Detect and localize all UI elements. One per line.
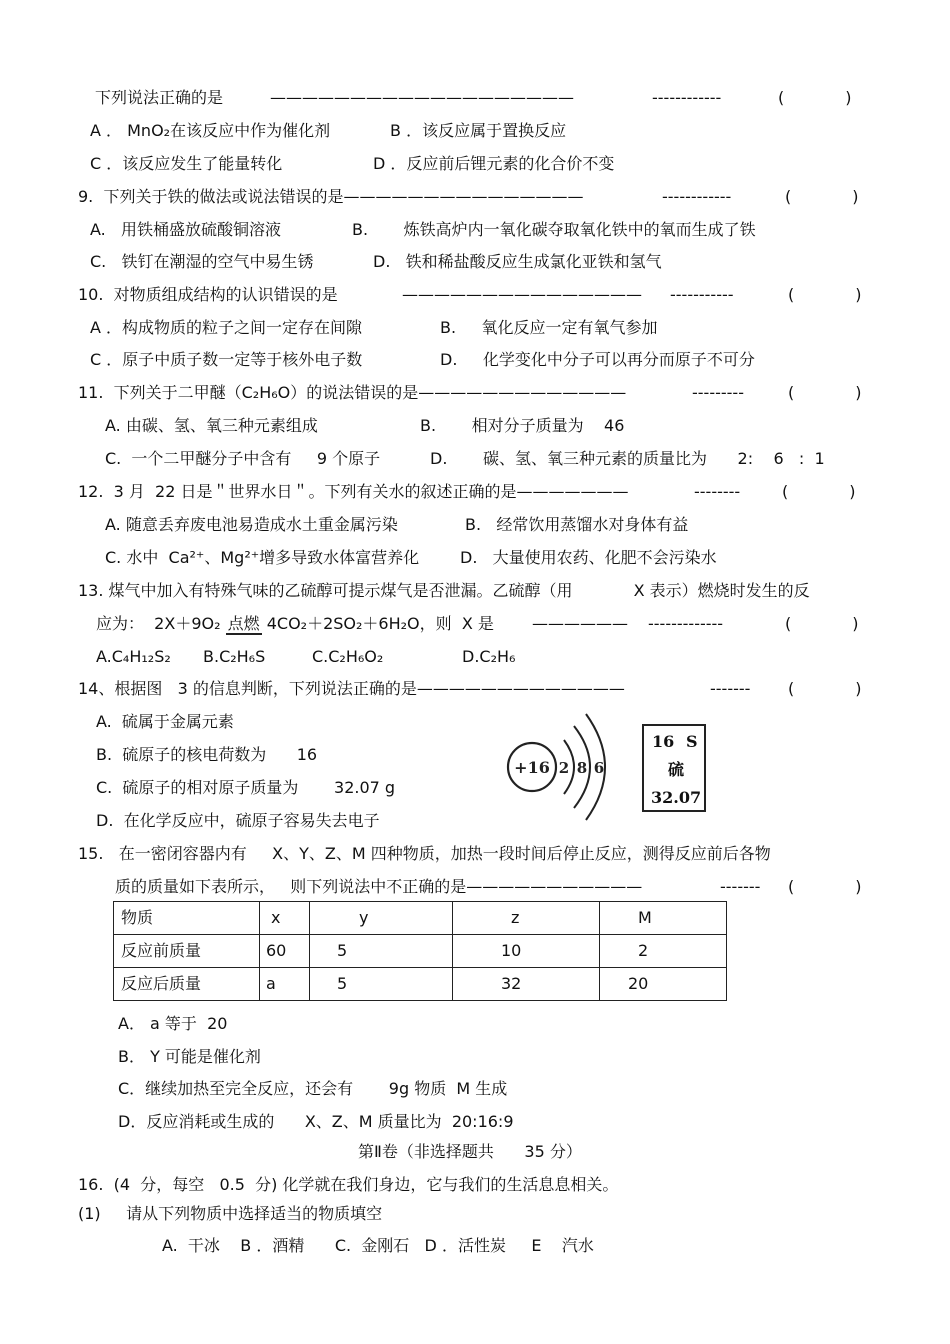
q8-option-a: A ． MnO₂在该反应中作为催化剂 [90, 121, 331, 140]
q11-option-c: C. 一个二甲醚分子中含有 9 个原子 [105, 449, 381, 468]
q14-option-d: D. 在化学反应中，硫原子容易失去电子 [96, 811, 380, 830]
q16-stem: 16. (4 分，每空 0.5 分) 化学就在我们身边，它与我们的生活息息相关。 [78, 1175, 619, 1194]
element-name: 硫 [668, 760, 685, 779]
cell-before-y: 5 [337, 941, 348, 960]
header-x: x [271, 908, 281, 927]
header-z: z [511, 908, 520, 927]
q14-stem: 14、根据图 3 的信息判断，下列说法正确的是————————————— [78, 679, 625, 698]
q15-answer-paren: ( ) [788, 877, 862, 896]
q14-option-c: C. 硫原子的相对原子质量为 32.07 g [96, 778, 396, 797]
cell-after-y: 5 [337, 974, 348, 993]
q13-option-a: A.C₄H₁₂S₂ [96, 647, 171, 666]
q15-stem: 15. 在一密闭容器内有 X、Y、Z、M 四种物质，加热一段时间后停止反应，测得反应前后各物 [78, 844, 771, 863]
q12-stem: 12. 3 月 22 日是＂世界水日＂。下列有关水的叙述正确的是——————— [78, 482, 629, 501]
q14-option-b: B. 硫原子的核电荷数为 16 [96, 745, 318, 764]
q8-answer-line: ——————————————————— [270, 88, 574, 107]
q8-option-c: C ．该反应发生了能量转化 [90, 154, 283, 173]
q12-option-d: D. 大量使用农药、化肥不会污染水 [460, 548, 717, 567]
part2-title: 第Ⅱ卷（非选择题共 35 分） [358, 1142, 582, 1161]
header-y: y [359, 908, 369, 927]
q9-dash-marker: ------------ [662, 187, 732, 206]
q16-substance-options: A. 干冰 B ．酒精 C. 金刚石 D ．活性炭 E 汽水 [162, 1236, 594, 1255]
q10-answer-line: ——————————————— [402, 285, 642, 304]
q16-subquestion-1: (1) 请从下列物质中选择适当的物质填空 [78, 1204, 383, 1223]
q13-answer-line: —————— [532, 614, 628, 633]
q9-option-b: B. 炼铁高炉内一氧化碳夺取氧化铁中的氧而生成了铁 [352, 220, 756, 239]
shell-3-electrons: 6 [593, 759, 605, 777]
q11-option-b: B. 相对分子质量为 46 [420, 416, 625, 435]
q15-option-c: C．继续加热至完全反应，还会有 9g 物质 M 生成 [118, 1079, 508, 1098]
q12-option-b: B. 经常饮用蒸馏水对身体有益 [465, 515, 689, 534]
q13-stem: 13. 煤气中加入有特殊气味的乙硫醇可提示煤气是否泄漏。乙硫醇（用 X 表示）燃烧时发生的反 [78, 581, 810, 600]
q15-option-d: D．反应消耗或生成的 X、Z、M 质量比为 20:16:9 [118, 1112, 514, 1131]
cell-after-m: 20 [628, 974, 649, 993]
q8-option-b: B ．该反应属于置换反应 [390, 121, 567, 140]
q13-option-d: D.C₂H₆ [462, 647, 516, 666]
q8-answer-paren: ( ) [778, 88, 852, 107]
q12-option-c: C. 水中 Ca²⁺、Mg²⁺增多导致水体富营养化 [105, 548, 420, 567]
q8-option-d: D ．反应前后锂元素的化合价不变 [373, 154, 615, 173]
q9-option-a: A. 用铁桶盛放硫酸铜溶液 [90, 220, 282, 239]
row-label-before: 反应前质量 [121, 941, 202, 960]
q12-dash-marker: -------- [694, 482, 741, 501]
q9-option-c: C. 铁钉在潮湿的空气中易生锈 [90, 252, 314, 271]
atomic-number: 16 [652, 732, 675, 751]
shell-2-electrons: 8 [576, 759, 588, 777]
q11-option-a: A. 由碳、氢、氧三种元素组成 [105, 416, 318, 435]
q15-option-a: A． a 等于 20 [118, 1014, 228, 1033]
q9-option-d: D. 铁和稀盐酸反应生成氯化亚铁和氢气 [373, 252, 662, 271]
q13-dash-marker: ------------- [648, 614, 724, 633]
q9-stem: 9. 下列关于铁的做法或说法错误的是——————————————— [78, 187, 584, 206]
q12-option-a: A. 随意丢弃废电池易造成水土重金属污染 [105, 515, 398, 534]
shell-1-electrons: 2 [558, 759, 570, 777]
cell-before-x: 60 [266, 941, 287, 960]
header-m: M [638, 908, 652, 927]
q10-answer-paren: ( ) [788, 285, 862, 304]
cell-after-x: a [266, 974, 276, 993]
cell-before-m: 2 [638, 941, 649, 960]
q8-dash-marker: ------------ [652, 88, 722, 107]
q10-option-a: A ．构成物质的粒子之间一定存在间隙 [90, 318, 363, 337]
row-label-after: 反应后质量 [121, 974, 202, 993]
q10-option-d: D. 化学变化中分子可以再分而原子不可分 [440, 350, 755, 369]
atomic-mass: 32.07 [651, 788, 702, 807]
q11-option-d: D. 碳、氢、氧三种元素的质量比为 2: 6 : 1 [430, 449, 825, 468]
q13-answer-paren: ( ) [785, 614, 859, 633]
q11-dash-marker: --------- [692, 383, 744, 402]
q8-stem: 下列说法正确的是 [95, 88, 224, 107]
mass-data-table [113, 901, 727, 1001]
q15-option-b: B． Y 可能是催化剂 [118, 1047, 261, 1066]
table-row [114, 968, 727, 1001]
q13-reaction-condition: 点燃 [227, 614, 260, 633]
table-header-row [114, 902, 727, 935]
q10-option-c: C ．原子中质子数一定等于核外电子数 [90, 350, 363, 369]
q13-option-c: C.C₂H₆O₂ [312, 647, 384, 666]
header-substance: 物质 [121, 908, 154, 927]
q14-dash-marker: ------- [710, 679, 751, 698]
q11-formula: C₂H₆O [241, 383, 291, 402]
q13-option-b: B.C₂H₆S [203, 647, 266, 666]
q10-option-b: B. 氧化反应一定有氧气参加 [440, 318, 658, 337]
q10-dash-marker: ----------- [670, 285, 734, 304]
q10-stem: 10. 对物质组成结构的认识错误的是 [78, 285, 338, 304]
q15-dash-marker: ------- [720, 877, 761, 896]
sulfur-element-card [642, 724, 706, 812]
table-row [114, 935, 727, 968]
q15-stem-line2: 质的质量如下表所示， 则下列说法中不正确的是——————————— [115, 877, 643, 896]
q12-answer-paren: ( ) [782, 482, 856, 501]
sulfur-atom-structure-diagram [500, 712, 620, 832]
element-symbol: S [686, 732, 698, 751]
q13-equation: 应为： 2X＋9O₂ 点燃 4CO₂＋2SO₂＋6H₂O，则 X 是 [96, 614, 494, 633]
cell-after-z: 32 [501, 974, 522, 993]
q14-option-a: A. 硫属于金属元素 [96, 712, 234, 731]
q9-answer-paren: ( ) [785, 187, 859, 206]
nucleus-charge: +16 [514, 758, 550, 777]
cell-before-z: 10 [501, 941, 522, 960]
q14-answer-paren: ( ) [788, 679, 862, 698]
q11-answer-paren: ( ) [788, 383, 862, 402]
q11-stem: 11. 下列关于二甲醚（C₂H₆O）的说法错误的是————————————— [78, 383, 627, 402]
